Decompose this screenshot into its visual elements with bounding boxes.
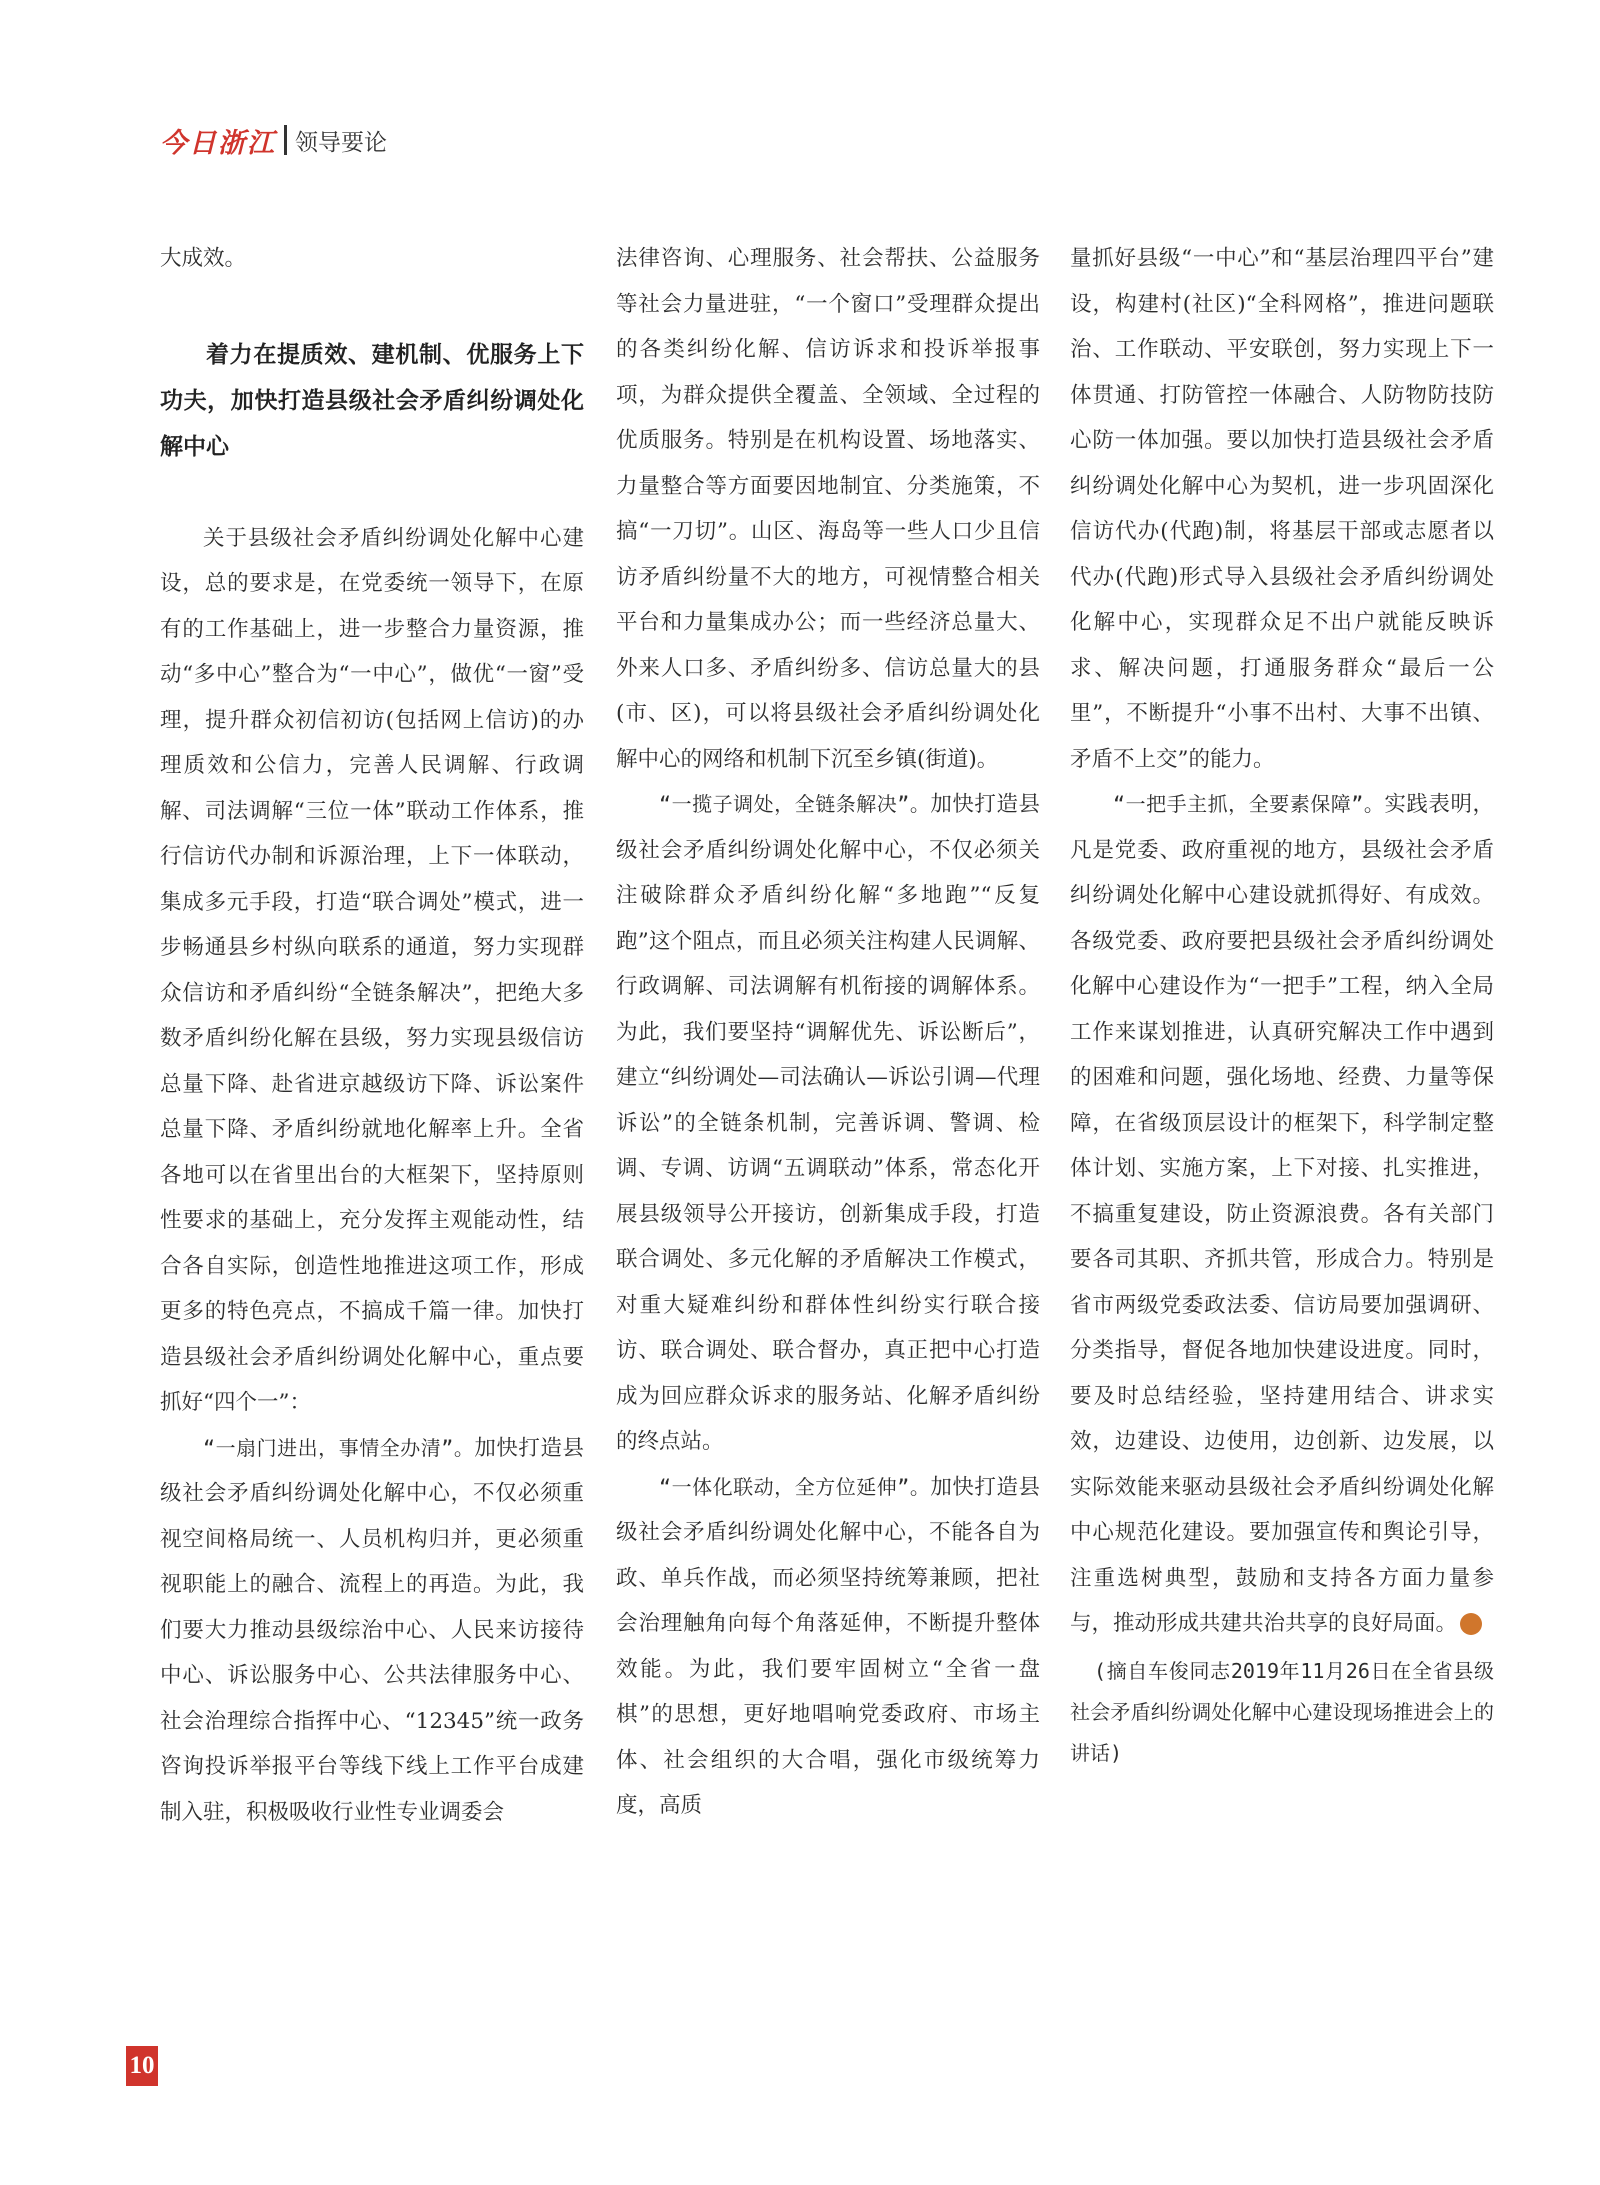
paragraph: 量抓好县级“一中心”和“基层治理四平台”建设，构建村(社区)“全科网格”，推进问题联治、工作联动、平安联创，努力实现上下一体贯通、打防管控一体融合、人防物防技防心防一体加强。要以加快打造县级社会矛盾纠纷调处化解中心为契机，进一步巩固深化信访代办(代跑)制，将基层干部或志愿者以代办(代跑)形式导入县级社会矛盾纠纷调处化解中心，实现群众足不出户就能反映诉求、解决问题，打通服务群众“最后一公里”，不断提升“小事不出村、大事不出镇、矛盾不上交”的能力。 [1070, 246, 1494, 772]
paragraph [1070, 782, 1517, 1647]
text-column-3 [1070, 236, 1517, 1774]
paragraph: 大成效。 [160, 246, 247, 271]
paragraph: 关于县级社会矛盾纠纷调处化解中心建设，总的要求是，在党委统一领导下，在原有的工作基础上，进一步整合力量资源，推动“多中心”整合为“一中心”，做优“一窗”受理，提升群众初信初访(包括网上信访)的办理质效和公信力，完善人民调解、行政调解、司法调解“三位一体”联动工作体系，推行信访代办制和诉源治理，上下一体联动，集成多元手段，打造“联合调处”模式，进一步畅通县乡村纵向联系的通道，努力实现群众信访和矛盾纠纷“全链条解决”，把绝大多数矛盾纠纷化解在县级，努力实现县级信访总量下降、赴省进京越级访下降、诉讼案件总量下降、矛盾纠纷就地化解率上升。全省各地可以在省里出台的大框架下，坚持原则性要求的基础上，充分发挥主观能动性，结合各自实际，创造性地推进这项工作，形成更多的特色亮点，不搞成千篇一律。加快打造县级社会矛盾纠纷调处化解中心，重点要抓好“四个一”： [160, 525, 584, 1415]
magazine-logo: 今日浙江 [160, 127, 276, 159]
paragraph-body: 加快打造县级社会矛盾纠纷调处化解中心，不仅必须关注破除群众矛盾纠纷化解“多地跑”“反复跑”这个阻点，而且必须关注构建人民调解、行政调解、司法调解有机衔接的调解体系。为此，我们要坚持“调解优先、诉讼断后”，建立“纠纷调处—司法确认—诉讼引调—代理诉讼”的全链条机制，完善诉调、警调、检调、专调、访调“五调联动”体系，常态化开展县级领导公开接访，创新集成手段，打造联合调处、多元化解的矛盾解决工作模式，对重大疑难纠纷和群体性纠纷实行联合接访、联合调处、联合督办，真正把中心打造成为回应群众诉求的服务站、化解矛盾纠纷的终点站。 [616, 792, 1040, 1454]
paragraph-body: 加快打造县级社会矛盾纠纷调处化解中心，不能各自为政、单兵作战，而必须坚持统筹兼顾，把社会治理触角向每个角落延伸，不断提升整体效能。为此，我们要牢固树立“全省一盘棋”的思想，更好地唱响党委政府、市场主体、社会组织的大合唱，强化市级统筹力度，高质 [616, 1474, 1040, 1818]
section-title: 领导要论 [295, 129, 387, 156]
header-divider [284, 125, 287, 155]
end-mark-icon: 今 [1460, 1613, 1482, 1635]
paragraph: 法律咨询、心理服务、社会帮扶、公益服务等社会力量进驻，“一个窗口”受理群众提出的各类纠纷化解、信访诉求和投诉举报事项，为群众提供全覆盖、全领域、全过程的优质服务。特别是在机构设置、场地落实、力量整合等方面要因地制宜、分类施策，不搞“一刀切”。山区、海岛等一些人口少且信访矛盾纠纷量不大的地方，可视情整合相关平台和力量集成办公；而一些经济总量大、外来人口多、矛盾纠纷多、信访总量大的县(市、区)，可以将县级社会矛盾纠纷调处化解中心的网络和机制下沉至乡镇(街道)。 [616, 246, 1040, 772]
paragraph [616, 1465, 1040, 1829]
text-column-1 [160, 236, 584, 1835]
source-note: (摘自车俊同志2019年11月26日在全省县级社会矛盾纠纷调处化解中心建设现场推进会上的讲话) [1070, 1658, 1494, 1765]
section-heading: 着力在提质效、建机制、优服务上下功夫，加快打造县级社会矛盾纠纷调处化解中心 [160, 341, 584, 460]
point-lead: “一扇门进出，事情全办清”。 [203, 1435, 475, 1460]
paragraph [160, 1426, 584, 1836]
point-lead: “一体化联动，全方位延伸”。 [659, 1474, 931, 1499]
text-column-2 [616, 236, 1040, 1829]
paragraph [616, 782, 1040, 1465]
point-lead: “一把手主抓，全要素保障”。 [1113, 792, 1385, 816]
page-number: 10 [126, 2046, 158, 2086]
paragraph-body: 实践表明，凡是党委、政府重视的地方，县级社会矛盾纠纷调处化解中心建设就抓得好、有成效。各级党委、政府要把县级社会矛盾纠纷调处化解中心建设作为“一把手”工程，纳入全局工作来谋划推进，认真研究解决工作中遇到的困难和问题，强化场地、经费、力量等保障，在省级顶层设计的框架下，科学制定整体计划、实施方案，上下对接、扎实推进，不搞重复建设，防止资源浪费。各有关部门要各司其职、齐抓共管，形成合力。特别是省市两级党委政法委、信访局要加强调研、分类指导，督促各地加快建设进度。同时，要及时总结经验，坚持建用结合、讲求实效，边建设、边使用，边创新、边发展，以实际效能来驱动县级社会矛盾纠纷调处化解中心规范化建设。要加强宣传和舆论引导，注重选树典型，鼓励和支持各方面力量参与，推动形成共建共治共享的良好局面。 [1070, 792, 1494, 1636]
paragraph-body: 加快打造县级社会矛盾纠纷调处化解中心，不仅必须重视空间格局统一、人员机构归并，更必须重视职能上的融合、流程上的再造。为此，我们要大力推动县级综治中心、人民来访接待中心、诉讼服务中心、公共法律服务中心、社会治理综合指挥中心、“12345”统一政务咨询投诉举报平台等线下线上工作平台成建制入驻，积极吸收行业性专业调委会 [160, 1435, 584, 1825]
page-header [160, 120, 387, 160]
point-lead: “一揽子调处，全链条解决”。 [659, 792, 931, 816]
